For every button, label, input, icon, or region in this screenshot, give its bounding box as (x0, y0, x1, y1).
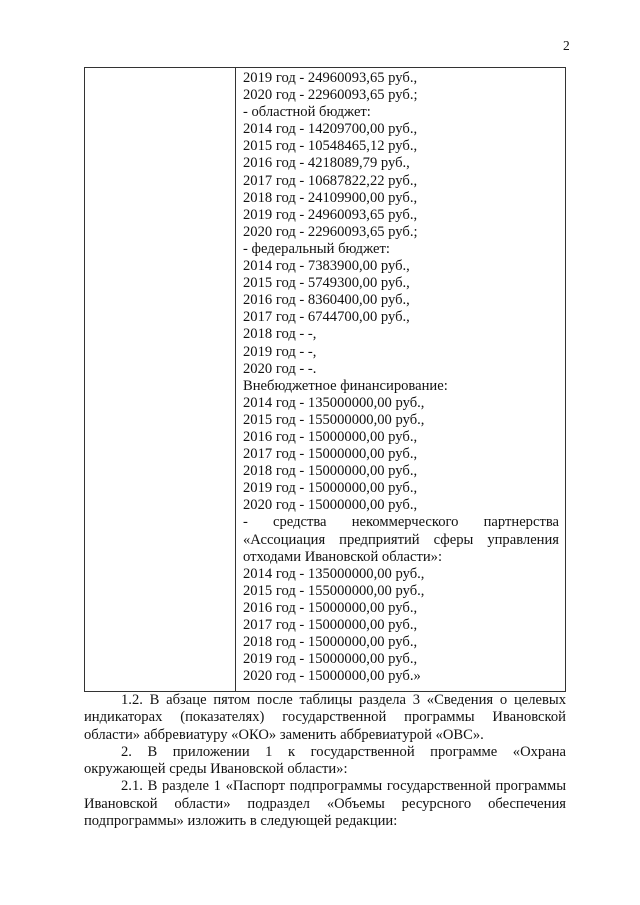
table-line: 2016 год - 4218089,79 руб., (243, 155, 410, 172)
funding-cell (243, 70, 559, 685)
table-line: 2020 год - 15000000,00 руб.» (243, 668, 421, 685)
table-line: 2017 год - 10687822,22 руб., (243, 172, 418, 189)
table-line: 2014 год - 135000000,00 руб., (243, 565, 425, 582)
body-text (84, 692, 566, 830)
table-line: 2014 год - 7383900,00 руб., (243, 258, 410, 275)
table-line: 2018 год - 15000000,00 руб., (243, 463, 418, 480)
table-line: - федеральный бюджет: (243, 240, 390, 257)
table-line: 2020 год - 15000000,00 руб., (243, 497, 418, 514)
table-line: 2018 год - -, (243, 326, 317, 343)
table-line: 2016 год - 15000000,00 руб., (243, 428, 418, 445)
table-line: 2014 год - 135000000,00 руб., (243, 394, 425, 411)
table-line: Внебюджетное финансирование: (243, 377, 448, 394)
table-line: 2016 год - 8360400,00 руб., (243, 292, 410, 309)
table-line-justified: «Ассоциация предприятий сферы управления (243, 531, 559, 548)
table-line: 2014 год - 14209700,00 руб., (243, 121, 418, 138)
table-column-divider (235, 68, 236, 691)
table-line: 2017 год - 15000000,00 руб., (243, 446, 418, 463)
table-line: отходами Ивановской области»: (243, 548, 443, 565)
table-line: 2017 год - 15000000,00 руб., (243, 617, 418, 633)
table-line: 2017 год - 6744700,00 руб., (243, 309, 410, 326)
table-line: 2018 год - 24109900,00 руб., (243, 189, 418, 206)
table-line: 2020 год - 22960093,65 руб.; (243, 223, 418, 240)
paragraph-1-2: 1.2. В абзаце пятом после таблицы раздела 3 «Сведения о целевых индикаторах (показателях) государственной программы Ивановской области» аббревиатуру «ОКО» заменить аббревиатурой «ОВС». (84, 692, 566, 743)
table-line: 2015 год - 155000000,00 руб., (243, 411, 425, 428)
table-line: 2015 год - 5749300,00 руб., (243, 275, 410, 292)
paragraph-2: 2. В приложении 1 к государственной программе «Охрана окружающей среды Ивановской области»: (84, 743, 566, 778)
funding-table (84, 67, 566, 692)
table-line: 2019 год - 24960093,65 руб., (243, 70, 418, 86)
table-line: 2019 год - -, (243, 343, 317, 360)
table-line: 2019 год - 24960093,65 руб., (243, 206, 418, 223)
table-line: 2019 год - 15000000,00 руб., (243, 651, 418, 668)
table-line: 2020 год - -. (243, 360, 317, 377)
table-line-justified: - средства некоммерческого партнерства (243, 514, 559, 531)
paragraph-2-1: 2.1. В разделе 1 «Паспорт подпрограммы государственной программы Ивановской области» подраздел «Объемы ресурсного обеспечения подпрограммы» изложить в следующей редакции: (84, 778, 566, 830)
table-line: 2018 год - 15000000,00 руб., (243, 634, 418, 651)
table-line: 2019 год - 15000000,00 руб., (243, 480, 418, 497)
table-line: 2015 год - 155000000,00 руб., (243, 582, 425, 599)
table-line: 2020 год - 22960093,65 руб.; (243, 87, 418, 104)
page-number: 2 (563, 38, 570, 53)
table-line: 2016 год - 15000000,00 руб., (243, 599, 418, 616)
table-line: - областной бюджет: (243, 104, 371, 121)
table-line: 2015 год - 10548465,12 руб., (243, 138, 418, 155)
